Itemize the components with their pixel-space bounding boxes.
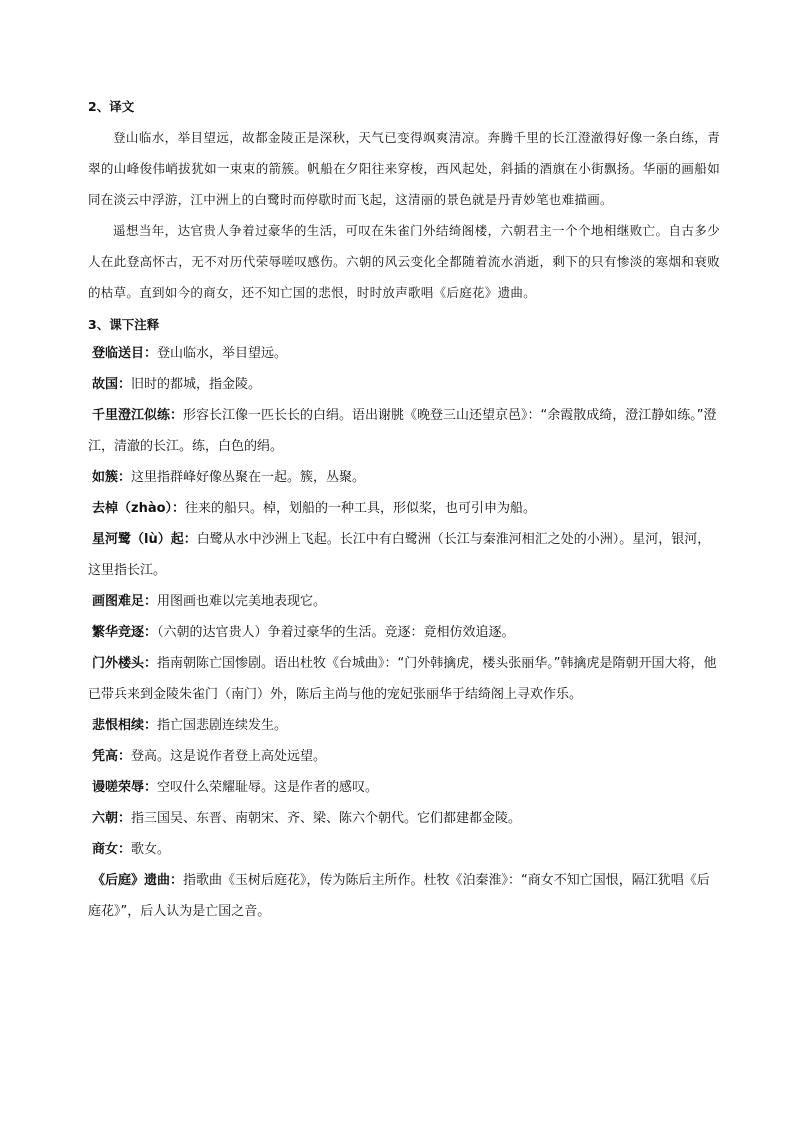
note-item [88,493,720,524]
note-term: 商女： [92,842,132,857]
note-term: 悲恨相续： [92,718,158,733]
note-item [88,524,720,586]
notes-list [88,338,720,927]
note-text: 用图画也难以完美地表现它。 [157,594,327,609]
translation-paragraph: 登山临水，举目望远，故都金陵正是深秋，天气已变得飒爽清凉。奔腾千里的长江澄澈得好像一条白练，青翠的山峰俊伟峭拔犹如一束束的箭簇。帆船在夕阳往来穿梭，西风起处，斜插的酒旗在小街飘扬。华丽的画船如同在淡云中浮游，江中洲上的白鹭时而停歇时而飞起，这清丽的景色就是丹青妙笔也难描画。 [88,130,720,207]
note-text: 登高。这是说作者登上高处远望。 [131,749,327,764]
note-text: （六朝的达官贵人）争着过豪华的生活。竞逐：竟相仿效追逐。 [157,625,515,640]
note-item [88,462,720,493]
note-item [88,617,720,648]
note-item [88,803,720,834]
note-text: 旧时的都城，指金陵。 [131,377,262,392]
note-text: 登山临水，举目望远。 [157,346,288,361]
note-item [88,865,720,927]
translation-heading: 2、译文 [88,99,135,114]
note-term: 《后庭》遗曲： [92,873,184,888]
note-item [88,741,720,772]
translation-paragraph: 遥想当年，达官贵人争着过豪华的生活，可叹在朱雀门外结绮阁楼，六朝君主一个个地相继败亡。自古多少人在此登高怀古，无不对历代荣辱嗟叹感伤。六朝的风云变化全都随着流水消逝，剩下的只有惨淡的寒烟和衰败的枯草。直到如今的商女，还不知亡国的悲恨，时时放声歌唱《后庭花》遗曲。 [88,223,720,300]
note-text: 指三国吴、东晋、南朝宋、齐、梁、陈六个朝代。它们都建都金陵。 [131,811,522,826]
note-item [88,834,720,865]
note-item [88,710,720,741]
note-term: 去棹（zhào）： [92,501,186,516]
note-term: 故国： [92,377,132,392]
note-text: 这里指群峰好像丛聚在一起。簇，丛聚。 [131,470,366,485]
note-item [88,338,720,369]
note-item [88,772,720,803]
note-text: 指歌曲《玉树后庭花》，传为陈后主所作。杜牧《泊秦淮》：“商女不知亡国恨，隔江犹唱《后庭花》”，后人认为是亡国之音。 [88,873,710,919]
note-term: 登临送目： [92,346,158,361]
note-term: 如簇： [92,470,132,485]
note-text: 指亡国悲剧连续发生。 [157,718,288,733]
document-page [88,96,720,927]
note-text: 往来的船只。棹，划船的一种工具，形似桨，也可引申为船。 [185,501,537,516]
note-text: 指南朝陈亡国惨剧。语出杜牧《台城曲》：“门外韩擒虎，楼头张丽华。”韩擒虎是隋朝开国大将，他已带兵来到金陵朱雀门（南门）外，陈后主尚与他的宠妃张丽华于结绮阁上寻欢作乐。 [88,656,717,702]
note-term: 门外楼头： [92,656,158,671]
note-text: 空叹什么荣耀耻辱。这是作者的感叹。 [157,780,379,795]
note-term: 千里澄江似练： [92,408,184,423]
note-text: 白鹭从水中沙洲上飞起。长江中有白鹭洲（长江与秦淮河相汇之处的小洲）。星河，银河，这里指长江。 [88,532,711,578]
note-term: 星河鹭（lù）起： [92,532,197,547]
note-term: 繁华竞逐： [92,625,158,640]
note-term: 凭高： [92,749,132,764]
note-item [88,369,720,400]
note-item [88,586,720,617]
note-text: 形容长江像一匹长长的白绢。语出谢朓《晚登三山还望京邑》：“余霞散成绮，澄江静如练。”澄江，清澈的长江。练，白色的绢。 [88,408,717,454]
note-term: 谩嗟荣辱： [92,780,158,795]
note-text: 歌女。 [131,842,171,857]
note-item [88,400,720,462]
note-item [88,648,720,710]
note-term: 画图难足： [92,594,158,609]
notes-heading: 3、课下注释 [88,317,160,332]
translation-body [88,122,720,308]
note-term: 六朝： [92,811,132,826]
